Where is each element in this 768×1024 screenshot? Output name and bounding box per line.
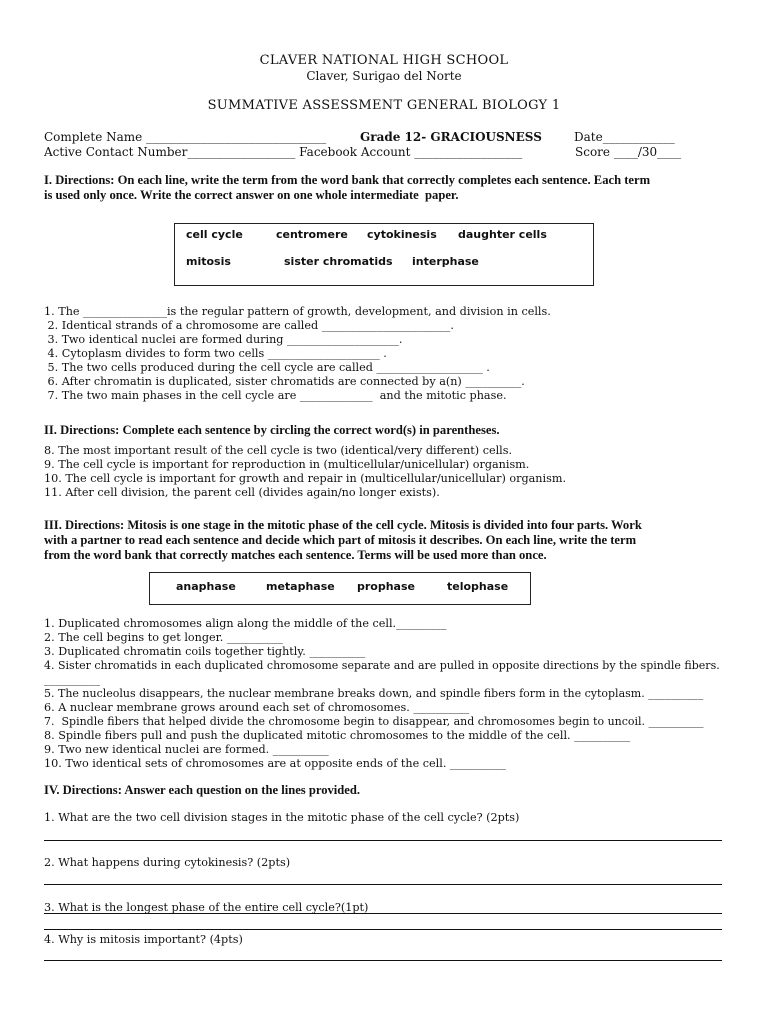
word-bank-term: telophase: [447, 580, 509, 593]
complete-name-field: Complete Name ______________________________: [44, 130, 327, 144]
part3-item: 8. Spindle fibers pull and push the duplicated mitotic chromosomes to the middle of the cell. __________: [44, 729, 631, 742]
part3-directions-line3: from the word bank that correctly matches each sentence. Terms will be used more than once.: [44, 548, 547, 562]
part1-item: 2. Identical strands of a chromosome are called _______________________.: [44, 319, 454, 332]
word-bank-term: prophase: [357, 580, 415, 593]
part1-item: 6. After chromatin is duplicated, sister chromatids are connected by a(n) __________.: [44, 375, 525, 388]
part2-item: 10. The cell cycle is important for growth and repair in (multicellular/unicellular) organism.: [44, 472, 566, 485]
part3-directions-line1: III. Directions: Mitosis is one stage in the mitotic phase of the cell cycle. Mitosis is divided into four parts. Work: [44, 518, 642, 532]
part3-item: 4. Sister chromatids in each duplicated chromosome separate and are pulled in opposite directions by the spindle fibers.: [44, 659, 720, 672]
answer-line: [44, 929, 722, 930]
word-bank-term: metaphase: [266, 580, 335, 593]
word-bank-term: daughter cells: [458, 228, 547, 241]
part4-question: 2. What happens during cytokinesis? (2pts): [44, 856, 291, 869]
answer-line: [44, 913, 722, 914]
part2-item: 9. The cell cycle is important for reproduction in (multicellular/unicellular) organism.: [44, 458, 530, 471]
part1-item: 4. Cytoplasm divides to form two cells ____________________ .: [44, 347, 387, 360]
part3-item: 1. Duplicated chromosomes align along the middle of the cell._________: [44, 617, 447, 630]
part3-item: 5. The nucleolus disappears, the nuclear membrane breaks down, and spindle fibers form in the cytoplasm. __________: [44, 687, 704, 700]
part3-item: 7. Spindle fibers that helped divide the chromosome begin to disappear, and chromosomes begin to uncoil. __________: [44, 715, 704, 728]
word-bank-term: cytokinesis: [367, 228, 437, 241]
answer-line: [44, 840, 722, 841]
contact-facebook-field: Active Contact Number__________________ Facebook Account __________________: [44, 145, 523, 159]
part4-question: 4. Why is mitosis important? (4pts): [44, 933, 243, 946]
answer-line: [44, 884, 722, 885]
part2-item: 8. The most important result of the cell cycle is two (identical/very different) cells.: [44, 444, 513, 457]
answer-line: [44, 960, 722, 961]
word-bank-term: mitosis: [186, 255, 231, 268]
part1-item: 5. The two cells produced during the cell cycle are called ___________________ .: [44, 361, 490, 374]
assessment-title: SUMMATIVE ASSESSMENT GENERAL BIOLOGY 1: [207, 98, 561, 113]
part3-item-blank: __________: [44, 673, 100, 686]
part3-directions-line2: with a partner to read each sentence and decide which part of mitosis it describes. On each line, write the term: [44, 533, 637, 547]
part1-item: 7. The two main phases in the cell cycle are _____________ and the mitotic phase.: [44, 389, 507, 402]
part1-directions-line1: I. Directions: On each line, write the term from the word bank that correctly completes each sentence. Each term: [44, 173, 651, 187]
grade-section: Grade 12- GRACIOUSNESS: [360, 130, 542, 144]
date-field: Date____________: [574, 130, 675, 144]
word-bank-term: interphase: [412, 255, 479, 268]
part1-directions-line2: is used only once. Write the correct answer on one whole intermediate paper.: [44, 188, 459, 202]
word-bank-term: anaphase: [176, 580, 236, 593]
part3-item: 3. Duplicated chromatin coils together tightly. __________: [44, 645, 366, 658]
part3-item: 6. A nuclear membrane grows around each set of chromosomes. __________: [44, 701, 470, 714]
word-bank-term: sister chromatids: [284, 255, 393, 268]
school-name: CLAVER NATIONAL HIGH SCHOOL: [259, 53, 509, 68]
part2-directions: II. Directions: Complete each sentence by circling the correct word(s) in parentheses.: [44, 423, 500, 437]
part4-directions: IV. Directions: Answer each question on the lines provided.: [44, 783, 361, 797]
part3-item: 9. Two new identical nuclei are formed. __________: [44, 743, 329, 756]
part4-question: 1. What are the two cell division stages in the mitotic phase of the cell cycle? (2pts): [44, 811, 520, 824]
part4-question: 3. What is the longest phase of the entire cell cycle?(1pt): [44, 901, 369, 914]
part3-item: 2. The cell begins to get longer. __________: [44, 631, 283, 644]
score-field: Score ____/30____: [575, 145, 682, 159]
school-location: Claver, Surigao del Norte: [306, 69, 462, 83]
word-bank-term: cell cycle: [186, 228, 243, 241]
part1-item: 1. The _______________is the regular pattern of growth, development, and division in cells.: [44, 305, 551, 318]
part1-item: 3. Two identical nuclei are formed during ____________________.: [44, 333, 403, 346]
part3-item: 10. Two identical sets of chromosomes are at opposite ends of the cell. __________: [44, 757, 506, 770]
part2-item: 11. After cell division, the parent cell (divides again/no longer exists).: [44, 486, 440, 499]
word-bank-term: centromere: [276, 228, 348, 241]
